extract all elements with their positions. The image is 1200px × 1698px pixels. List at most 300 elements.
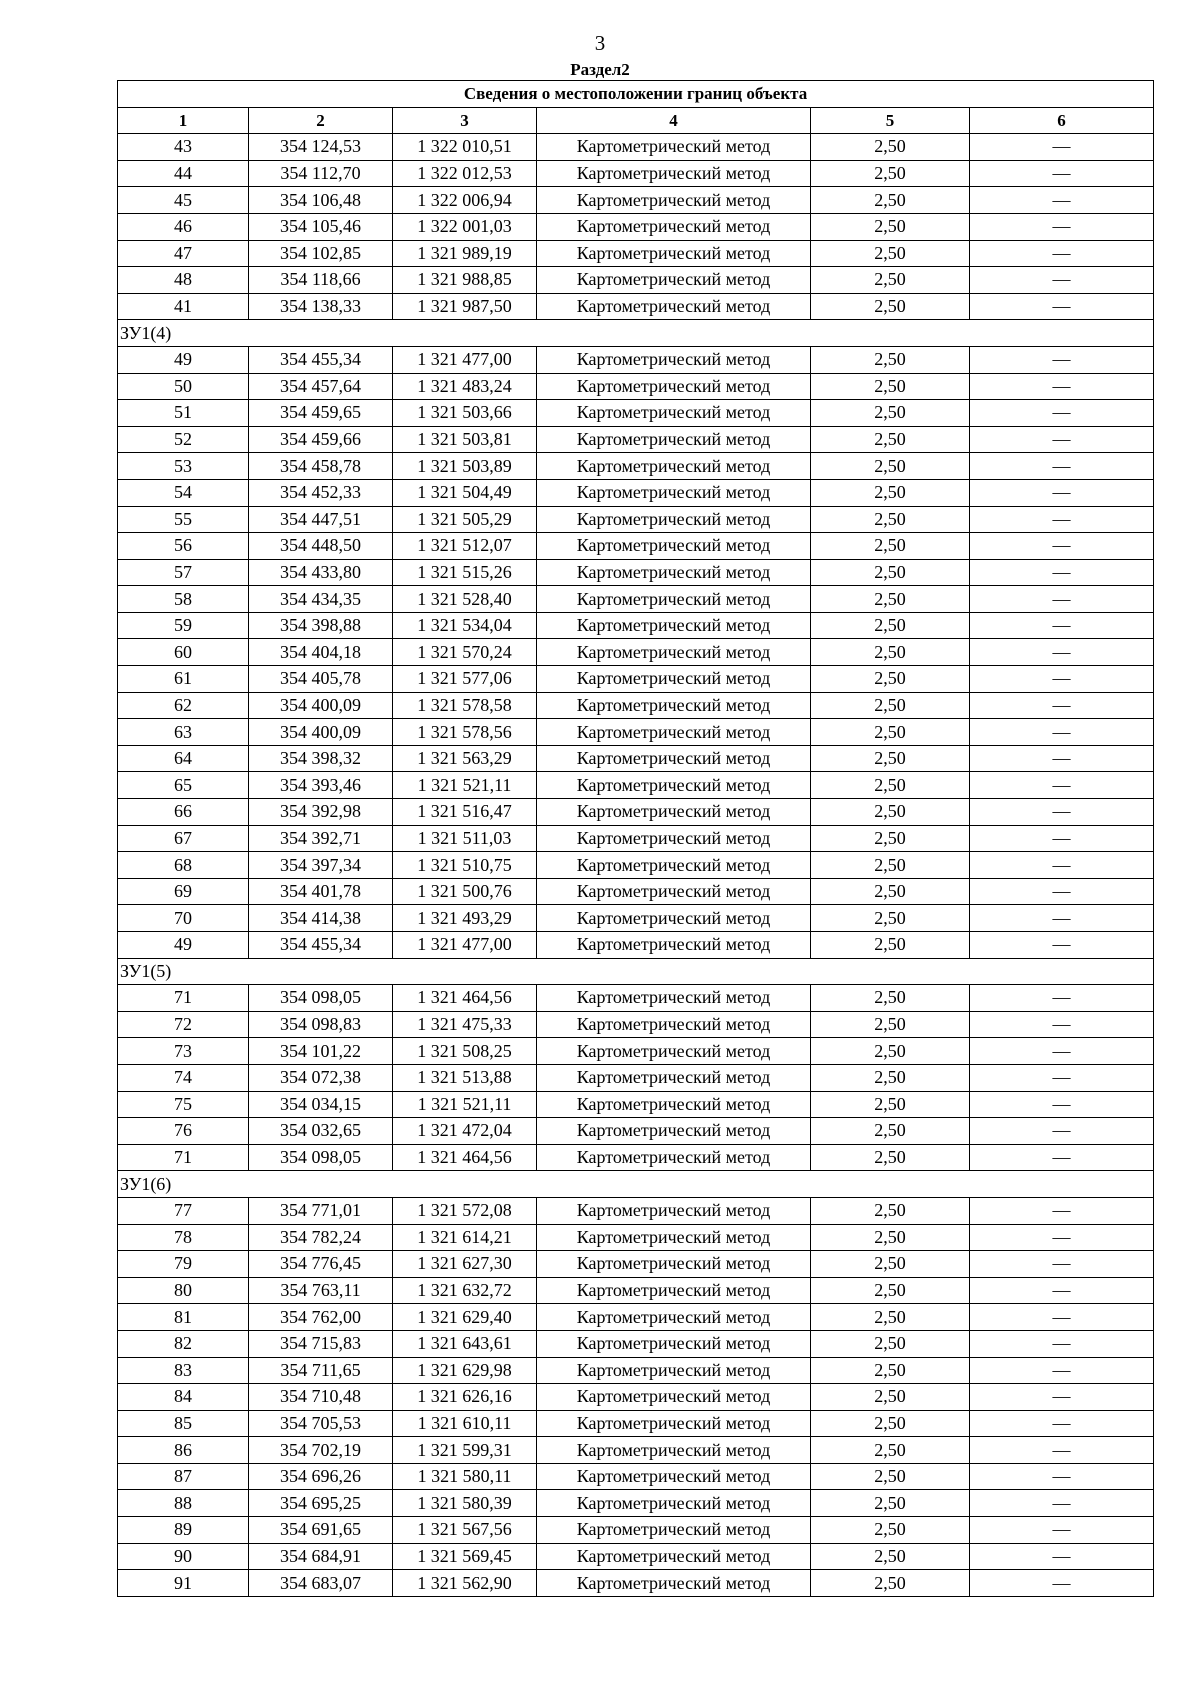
- point-number-cell: 66: [118, 799, 249, 826]
- table-row: [118, 586, 1154, 613]
- method-cell: Картометрический метод: [537, 1064, 811, 1091]
- point-number-cell: 76: [118, 1118, 249, 1145]
- method-cell: Картометрический метод: [537, 506, 811, 533]
- description-cell: —: [970, 1011, 1154, 1038]
- point-number-cell: 45: [118, 187, 249, 214]
- accuracy-cell: 2,50: [811, 1038, 970, 1065]
- x-coordinate-cell: 354 457,64: [249, 373, 393, 400]
- x-coordinate-cell: 354 715,83: [249, 1330, 393, 1357]
- x-coordinate-cell: 354 414,38: [249, 905, 393, 932]
- table-row: [118, 213, 1154, 240]
- y-coordinate-cell: 1 321 521,11: [393, 1091, 537, 1118]
- y-coordinate-cell: 1 321 528,40: [393, 586, 537, 613]
- accuracy-cell: 2,50: [811, 373, 970, 400]
- table-row: [118, 1543, 1154, 1570]
- x-coordinate-cell: 354 398,32: [249, 745, 393, 772]
- accuracy-cell: 2,50: [811, 1330, 970, 1357]
- x-coordinate-cell: 354 032,65: [249, 1118, 393, 1145]
- y-coordinate-cell: 1 321 987,50: [393, 293, 537, 320]
- method-cell: Картометрический метод: [537, 187, 811, 214]
- x-coordinate-cell: 354 397,34: [249, 852, 393, 879]
- method-cell: Картометрический метод: [537, 1144, 811, 1171]
- table-row: [118, 1437, 1154, 1464]
- group-row: [118, 320, 1154, 347]
- column-header: 2: [249, 107, 393, 134]
- y-coordinate-cell: 1 321 580,11: [393, 1463, 537, 1490]
- y-coordinate-cell: 1 321 503,81: [393, 426, 537, 453]
- description-cell: —: [970, 745, 1154, 772]
- y-coordinate-cell: 1 321 632,72: [393, 1277, 537, 1304]
- accuracy-cell: 2,50: [811, 1064, 970, 1091]
- y-coordinate-cell: 1 321 599,31: [393, 1437, 537, 1464]
- point-number-cell: 85: [118, 1410, 249, 1437]
- x-coordinate-cell: 354 400,09: [249, 692, 393, 719]
- accuracy-cell: 2,50: [811, 1410, 970, 1437]
- accuracy-cell: 2,50: [811, 586, 970, 613]
- accuracy-cell: 2,50: [811, 240, 970, 267]
- method-cell: Картометрический метод: [537, 772, 811, 799]
- y-coordinate-cell: 1 321 516,47: [393, 799, 537, 826]
- accuracy-cell: 2,50: [811, 1357, 970, 1384]
- method-cell: Картометрический метод: [537, 240, 811, 267]
- column-header: 3: [393, 107, 537, 134]
- point-number-cell: 77: [118, 1197, 249, 1224]
- point-number-cell: 43: [118, 134, 249, 161]
- description-cell: —: [970, 134, 1154, 161]
- table-row: [118, 825, 1154, 852]
- x-coordinate-cell: 354 771,01: [249, 1197, 393, 1224]
- accuracy-cell: 2,50: [811, 1277, 970, 1304]
- point-number-cell: 57: [118, 559, 249, 586]
- y-coordinate-cell: 1 321 512,07: [393, 533, 537, 560]
- accuracy-cell: 2,50: [811, 799, 970, 826]
- point-number-cell: 78: [118, 1224, 249, 1251]
- point-number-cell: 56: [118, 533, 249, 560]
- y-coordinate-cell: 1 321 475,33: [393, 1011, 537, 1038]
- description-cell: —: [970, 852, 1154, 879]
- description-cell: —: [970, 612, 1154, 639]
- accuracy-cell: 2,50: [811, 1570, 970, 1597]
- method-cell: Картометрический метод: [537, 1410, 811, 1437]
- description-cell: —: [970, 1118, 1154, 1145]
- method-cell: Картометрический метод: [537, 825, 811, 852]
- method-cell: Картометрический метод: [537, 1304, 811, 1331]
- method-cell: Картометрический метод: [537, 426, 811, 453]
- description-cell: —: [970, 1277, 1154, 1304]
- x-coordinate-cell: 354 072,38: [249, 1064, 393, 1091]
- x-coordinate-cell: 354 098,05: [249, 985, 393, 1012]
- description-cell: —: [970, 692, 1154, 719]
- method-cell: Картометрический метод: [537, 1251, 811, 1278]
- method-cell: Картометрический метод: [537, 134, 811, 161]
- description-cell: —: [970, 533, 1154, 560]
- table-row: [118, 1384, 1154, 1411]
- method-cell: Картометрический метод: [537, 1384, 811, 1411]
- x-coordinate-cell: 354 102,85: [249, 240, 393, 267]
- table-row: [118, 1118, 1154, 1145]
- point-number-cell: 69: [118, 878, 249, 905]
- description-cell: —: [970, 1570, 1154, 1597]
- group-label: ЗУ1(5): [118, 958, 1154, 985]
- x-coordinate-cell: 354 710,48: [249, 1384, 393, 1411]
- x-coordinate-cell: 354 448,50: [249, 533, 393, 560]
- table-row: [118, 1570, 1154, 1597]
- table-row: [118, 1330, 1154, 1357]
- accuracy-cell: 2,50: [811, 160, 970, 187]
- y-coordinate-cell: 1 321 464,56: [393, 985, 537, 1012]
- method-cell: Картометрический метод: [537, 1463, 811, 1490]
- y-coordinate-cell: 1 322 001,03: [393, 213, 537, 240]
- group-row: [118, 1171, 1154, 1198]
- point-number-cell: 53: [118, 453, 249, 480]
- table-row: [118, 1197, 1154, 1224]
- accuracy-cell: 2,50: [811, 346, 970, 373]
- y-coordinate-cell: 1 321 567,56: [393, 1517, 537, 1544]
- method-cell: Картометрический метод: [537, 1118, 811, 1145]
- table-row: [118, 772, 1154, 799]
- point-number-cell: 75: [118, 1091, 249, 1118]
- table-row: [118, 479, 1154, 506]
- x-coordinate-cell: 354 782,24: [249, 1224, 393, 1251]
- x-coordinate-cell: 354 691,65: [249, 1517, 393, 1544]
- description-cell: —: [970, 878, 1154, 905]
- table-row: [118, 612, 1154, 639]
- x-coordinate-cell: 354 711,65: [249, 1357, 393, 1384]
- method-cell: Картометрический метод: [537, 479, 811, 506]
- description-cell: —: [970, 506, 1154, 533]
- y-coordinate-cell: 1 321 614,21: [393, 1224, 537, 1251]
- x-coordinate-cell: 354 702,19: [249, 1437, 393, 1464]
- table-row: [118, 745, 1154, 772]
- column-header: 5: [811, 107, 970, 134]
- description-cell: —: [970, 187, 1154, 214]
- description-cell: —: [970, 1330, 1154, 1357]
- description-cell: —: [970, 160, 1154, 187]
- table-row: [118, 506, 1154, 533]
- table-caption-row: [118, 81, 1154, 108]
- y-coordinate-cell: 1 321 626,16: [393, 1384, 537, 1411]
- accuracy-cell: 2,50: [811, 187, 970, 214]
- accuracy-cell: 2,50: [811, 878, 970, 905]
- description-cell: —: [970, 666, 1154, 693]
- group-label: ЗУ1(6): [118, 1171, 1154, 1198]
- description-cell: —: [970, 267, 1154, 294]
- y-coordinate-cell: 1 321 578,58: [393, 692, 537, 719]
- method-cell: Картометрический метод: [537, 1277, 811, 1304]
- accuracy-cell: 2,50: [811, 213, 970, 240]
- method-cell: Картометрический метод: [537, 586, 811, 613]
- accuracy-cell: 2,50: [811, 1517, 970, 1544]
- method-cell: Картометрический метод: [537, 213, 811, 240]
- accuracy-cell: 2,50: [811, 400, 970, 427]
- description-cell: —: [970, 479, 1154, 506]
- x-coordinate-cell: 354 705,53: [249, 1410, 393, 1437]
- description-cell: —: [970, 400, 1154, 427]
- accuracy-cell: 2,50: [811, 852, 970, 879]
- table-row: [118, 639, 1154, 666]
- point-number-cell: 86: [118, 1437, 249, 1464]
- x-coordinate-cell: 354 404,18: [249, 639, 393, 666]
- method-cell: Картометрический метод: [537, 666, 811, 693]
- y-coordinate-cell: 1 321 521,11: [393, 772, 537, 799]
- y-coordinate-cell: 1 322 012,53: [393, 160, 537, 187]
- table-row: [118, 1357, 1154, 1384]
- method-cell: Картометрический метод: [537, 160, 811, 187]
- y-coordinate-cell: 1 321 627,30: [393, 1251, 537, 1278]
- table-row: [118, 240, 1154, 267]
- table-row: [118, 1277, 1154, 1304]
- table-row: [118, 426, 1154, 453]
- x-coordinate-cell: 354 106,48: [249, 187, 393, 214]
- description-cell: —: [970, 1038, 1154, 1065]
- table-row: [118, 1304, 1154, 1331]
- point-number-cell: 62: [118, 692, 249, 719]
- method-cell: Картометрический метод: [537, 932, 811, 959]
- x-coordinate-cell: 354 105,46: [249, 213, 393, 240]
- y-coordinate-cell: 1 321 503,66: [393, 400, 537, 427]
- x-coordinate-cell: 354 098,83: [249, 1011, 393, 1038]
- accuracy-cell: 2,50: [811, 666, 970, 693]
- accuracy-cell: 2,50: [811, 479, 970, 506]
- table-row: [118, 1517, 1154, 1544]
- description-cell: —: [970, 1251, 1154, 1278]
- accuracy-cell: 2,50: [811, 1224, 970, 1251]
- method-cell: Картометрический метод: [537, 905, 811, 932]
- table-row: [118, 1490, 1154, 1517]
- x-coordinate-cell: 354 398,88: [249, 612, 393, 639]
- method-cell: Картометрический метод: [537, 346, 811, 373]
- y-coordinate-cell: 1 321 577,06: [393, 666, 537, 693]
- point-number-cell: 49: [118, 932, 249, 959]
- group-row: [118, 958, 1154, 985]
- point-number-cell: 74: [118, 1064, 249, 1091]
- accuracy-cell: 2,50: [811, 825, 970, 852]
- point-number-cell: 91: [118, 1570, 249, 1597]
- y-coordinate-cell: 1 321 464,56: [393, 1144, 537, 1171]
- description-cell: —: [970, 426, 1154, 453]
- description-cell: —: [970, 293, 1154, 320]
- accuracy-cell: 2,50: [811, 905, 970, 932]
- table-row: [118, 932, 1154, 959]
- method-cell: Картометрический метод: [537, 559, 811, 586]
- point-number-cell: 48: [118, 267, 249, 294]
- x-coordinate-cell: 354 696,26: [249, 1463, 393, 1490]
- y-coordinate-cell: 1 321 580,39: [393, 1490, 537, 1517]
- description-cell: —: [970, 639, 1154, 666]
- point-number-cell: 59: [118, 612, 249, 639]
- accuracy-cell: 2,50: [811, 692, 970, 719]
- method-cell: Картометрический метод: [537, 453, 811, 480]
- y-coordinate-cell: 1 321 515,26: [393, 559, 537, 586]
- description-cell: —: [970, 1543, 1154, 1570]
- table-row: [118, 533, 1154, 560]
- table-row: [118, 453, 1154, 480]
- method-cell: Картометрический метод: [537, 1038, 811, 1065]
- method-cell: Картометрический метод: [537, 1011, 811, 1038]
- method-cell: Картометрический метод: [537, 1224, 811, 1251]
- method-cell: Картометрический метод: [537, 878, 811, 905]
- description-cell: —: [970, 825, 1154, 852]
- table-row: [118, 1410, 1154, 1437]
- y-coordinate-cell: 1 321 572,08: [393, 1197, 537, 1224]
- accuracy-cell: 2,50: [811, 559, 970, 586]
- x-coordinate-cell: 354 459,65: [249, 400, 393, 427]
- method-cell: Картометрический метод: [537, 692, 811, 719]
- description-cell: —: [970, 1304, 1154, 1331]
- point-number-cell: 60: [118, 639, 249, 666]
- description-cell: —: [970, 1357, 1154, 1384]
- x-coordinate-cell: 354 401,78: [249, 878, 393, 905]
- table-row: [118, 1091, 1154, 1118]
- point-number-cell: 89: [118, 1517, 249, 1544]
- point-number-cell: 71: [118, 1144, 249, 1171]
- group-label: ЗУ1(4): [118, 320, 1154, 347]
- method-cell: Картометрический метод: [537, 1570, 811, 1597]
- method-cell: Картометрический метод: [537, 639, 811, 666]
- description-cell: —: [970, 1463, 1154, 1490]
- x-coordinate-cell: 354 393,46: [249, 772, 393, 799]
- method-cell: Картометрический метод: [537, 1197, 811, 1224]
- x-coordinate-cell: 354 392,98: [249, 799, 393, 826]
- x-coordinate-cell: 354 458,78: [249, 453, 393, 480]
- y-coordinate-cell: 1 321 629,98: [393, 1357, 537, 1384]
- x-coordinate-cell: 354 124,53: [249, 134, 393, 161]
- table-row: [118, 1038, 1154, 1065]
- method-cell: Картометрический метод: [537, 745, 811, 772]
- table-row: [118, 666, 1154, 693]
- description-cell: —: [970, 1091, 1154, 1118]
- accuracy-cell: 2,50: [811, 453, 970, 480]
- x-coordinate-cell: 354 098,05: [249, 1144, 393, 1171]
- x-coordinate-cell: 354 433,80: [249, 559, 393, 586]
- y-coordinate-cell: 1 321 493,29: [393, 905, 537, 932]
- table-row: [118, 719, 1154, 746]
- accuracy-cell: 2,50: [811, 1543, 970, 1570]
- table-header-row: [118, 107, 1154, 134]
- description-cell: —: [970, 346, 1154, 373]
- point-number-cell: 44: [118, 160, 249, 187]
- y-coordinate-cell: 1 321 610,11: [393, 1410, 537, 1437]
- point-number-cell: 46: [118, 213, 249, 240]
- y-coordinate-cell: 1 321 477,00: [393, 932, 537, 959]
- y-coordinate-cell: 1 322 010,51: [393, 134, 537, 161]
- x-coordinate-cell: 354 776,45: [249, 1251, 393, 1278]
- point-number-cell: 47: [118, 240, 249, 267]
- x-coordinate-cell: 354 138,33: [249, 293, 393, 320]
- description-cell: —: [970, 1064, 1154, 1091]
- method-cell: Картометрический метод: [537, 799, 811, 826]
- column-header: 6: [970, 107, 1154, 134]
- accuracy-cell: 2,50: [811, 506, 970, 533]
- y-coordinate-cell: 1 321 569,45: [393, 1543, 537, 1570]
- y-coordinate-cell: 1 321 643,61: [393, 1330, 537, 1357]
- accuracy-cell: 2,50: [811, 1490, 970, 1517]
- accuracy-cell: 2,50: [811, 1251, 970, 1278]
- y-coordinate-cell: 1 321 534,04: [393, 612, 537, 639]
- table-row: [118, 692, 1154, 719]
- description-cell: —: [970, 1517, 1154, 1544]
- point-number-cell: 61: [118, 666, 249, 693]
- accuracy-cell: 2,50: [811, 533, 970, 560]
- accuracy-cell: 2,50: [811, 267, 970, 294]
- table-row: [118, 293, 1154, 320]
- x-coordinate-cell: 354 459,66: [249, 426, 393, 453]
- point-number-cell: 63: [118, 719, 249, 746]
- y-coordinate-cell: 1 321 511,03: [393, 825, 537, 852]
- table-row: [118, 187, 1154, 214]
- x-coordinate-cell: 354 683,07: [249, 1570, 393, 1597]
- table-row: [118, 1224, 1154, 1251]
- accuracy-cell: 2,50: [811, 1437, 970, 1464]
- y-coordinate-cell: 1 321 472,04: [393, 1118, 537, 1145]
- accuracy-cell: 2,50: [811, 134, 970, 161]
- y-coordinate-cell: 1 321 578,56: [393, 719, 537, 746]
- y-coordinate-cell: 1 321 500,76: [393, 878, 537, 905]
- y-coordinate-cell: 1 321 504,49: [393, 479, 537, 506]
- x-coordinate-cell: 354 118,66: [249, 267, 393, 294]
- accuracy-cell: 2,50: [811, 639, 970, 666]
- accuracy-cell: 2,50: [811, 1384, 970, 1411]
- point-number-cell: 81: [118, 1304, 249, 1331]
- table-row: [118, 985, 1154, 1012]
- accuracy-cell: 2,50: [811, 1304, 970, 1331]
- table-row: [118, 1463, 1154, 1490]
- table-caption: Сведения о местоположении границ объекта: [118, 81, 1154, 108]
- table-row: [118, 346, 1154, 373]
- description-cell: —: [970, 905, 1154, 932]
- method-cell: Картометрический метод: [537, 1330, 811, 1357]
- point-number-cell: 83: [118, 1357, 249, 1384]
- point-number-cell: 55: [118, 506, 249, 533]
- description-cell: —: [970, 559, 1154, 586]
- description-cell: —: [970, 213, 1154, 240]
- method-cell: Картометрический метод: [537, 267, 811, 294]
- point-number-cell: 82: [118, 1330, 249, 1357]
- description-cell: —: [970, 772, 1154, 799]
- description-cell: —: [970, 985, 1154, 1012]
- method-cell: Картометрический метод: [537, 533, 811, 560]
- point-number-cell: 65: [118, 772, 249, 799]
- table-row: [118, 1144, 1154, 1171]
- description-cell: —: [970, 1410, 1154, 1437]
- table-row: [118, 400, 1154, 427]
- x-coordinate-cell: 354 405,78: [249, 666, 393, 693]
- point-number-cell: 51: [118, 400, 249, 427]
- method-cell: Картометрический метод: [537, 985, 811, 1012]
- table-row: [118, 905, 1154, 932]
- y-coordinate-cell: 1 321 988,85: [393, 267, 537, 294]
- section-title: Раздел2: [570, 60, 630, 79]
- method-cell: Картометрический метод: [537, 373, 811, 400]
- accuracy-cell: 2,50: [811, 1144, 970, 1171]
- accuracy-cell: 2,50: [811, 1118, 970, 1145]
- description-cell: —: [970, 240, 1154, 267]
- method-cell: Картометрический метод: [537, 1357, 811, 1384]
- y-coordinate-cell: 1 321 513,88: [393, 1064, 537, 1091]
- point-number-cell: 73: [118, 1038, 249, 1065]
- point-number-cell: 41: [118, 293, 249, 320]
- accuracy-cell: 2,50: [811, 1197, 970, 1224]
- point-number-cell: 70: [118, 905, 249, 932]
- accuracy-cell: 2,50: [811, 293, 970, 320]
- point-number-cell: 49: [118, 346, 249, 373]
- point-number-cell: 84: [118, 1384, 249, 1411]
- point-number-cell: 88: [118, 1490, 249, 1517]
- page-number: 3: [594, 31, 606, 55]
- description-cell: —: [970, 1197, 1154, 1224]
- table-row: [118, 1251, 1154, 1278]
- accuracy-cell: 2,50: [811, 612, 970, 639]
